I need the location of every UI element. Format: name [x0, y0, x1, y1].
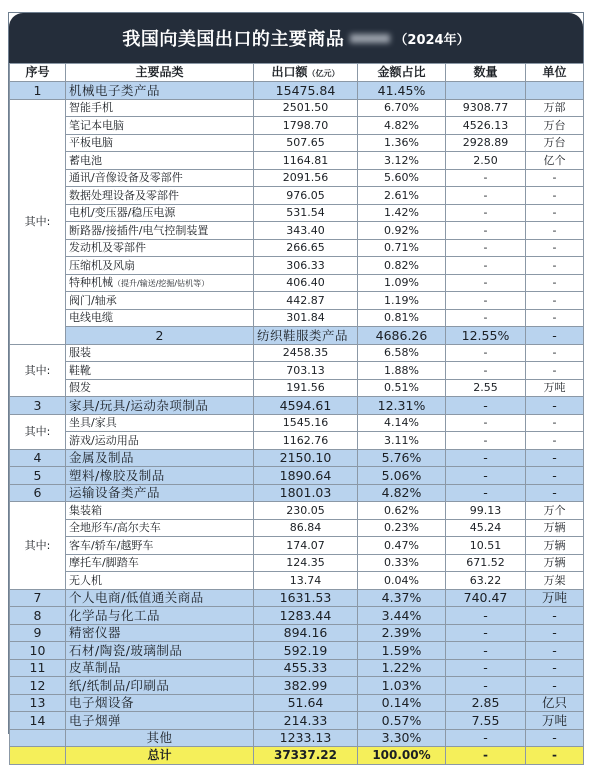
category-name: 电子烟弹	[66, 712, 254, 730]
category-row	[10, 694, 584, 712]
unit: -	[526, 747, 584, 765]
share-percent: 41.45%	[358, 82, 446, 100]
export-value: 124.35	[254, 554, 358, 572]
subcategory-row	[10, 432, 584, 450]
unit: -	[526, 449, 584, 467]
unit: -	[526, 397, 584, 415]
subcategory-name: 智能手机	[66, 99, 254, 117]
unit: -	[526, 607, 584, 625]
share-percent: 100.00%	[358, 747, 446, 765]
category-name: 机械电子类产品	[66, 82, 254, 100]
quantity: -	[446, 187, 526, 205]
col-header-value-unit: （亿元）	[307, 68, 340, 78]
table-card	[8, 12, 584, 762]
unit: -	[526, 677, 584, 695]
quantity: 2.50	[446, 152, 526, 170]
export-table	[9, 63, 584, 765]
subcategory-name: 假发	[66, 379, 254, 397]
unit: -	[526, 362, 584, 380]
quantity: 10.51	[446, 537, 526, 555]
category-row	[10, 607, 584, 625]
share-percent: 1.59%	[358, 642, 446, 660]
unit: 亿个	[526, 152, 584, 170]
subcategory-row	[10, 379, 584, 397]
subcategory-name: 鞋靴	[66, 362, 254, 380]
export-value: 1545.16	[254, 414, 358, 432]
quantity: -	[446, 169, 526, 187]
quantity: -	[526, 327, 584, 345]
share-percent: 0.71%	[358, 239, 446, 257]
category-row	[10, 712, 584, 730]
export-value: 1283.44	[254, 607, 358, 625]
quantity: -	[446, 239, 526, 257]
share-percent: 4.82%	[358, 117, 446, 135]
share-percent: 0.14%	[358, 694, 446, 712]
share-percent: 5.60%	[358, 169, 446, 187]
export-value: 406.40	[254, 274, 358, 292]
subcategory-name: 电机/变压器/稳压电源	[66, 204, 254, 222]
unit	[526, 82, 584, 100]
share-percent: 0.92%	[358, 222, 446, 240]
share-percent: 0.51%	[358, 379, 446, 397]
subcategory-row	[10, 502, 584, 520]
share-percent: 12.31%	[358, 397, 446, 415]
share-percent: 1.19%	[358, 292, 446, 310]
category-name: 石材/陶瓷/玻璃制品	[66, 642, 254, 660]
export-value: 1162.76	[254, 432, 358, 450]
unit: -	[526, 414, 584, 432]
col-header-value-label: 出口额	[271, 64, 308, 79]
quantity: -	[446, 397, 526, 415]
subcategory-name: 特种机械（提升/输送/挖掘/钻机等）	[66, 274, 254, 292]
export-value: 894.16	[254, 624, 358, 642]
export-value: 214.33	[254, 712, 358, 730]
subcategory-row	[10, 257, 584, 275]
share-percent: 2.61%	[358, 187, 446, 205]
subcategory-row	[10, 572, 584, 590]
unit: -	[526, 344, 584, 362]
quantity: -	[446, 414, 526, 432]
export-value: 306.33	[254, 257, 358, 275]
subcategory-note: （提升/输送/挖掘/钻机等）	[113, 278, 210, 288]
share-percent: 5.76%	[358, 449, 446, 467]
row-number: 2	[66, 327, 254, 345]
subcategory-name: 全地形车/高尔夫车	[66, 519, 254, 537]
subcategory-name: 通讯/音像设备及零部件	[66, 169, 254, 187]
unit: -	[526, 169, 584, 187]
export-value: 703.13	[254, 362, 358, 380]
share-percent: 2.39%	[358, 624, 446, 642]
subcategory-name: 电线电缆	[66, 309, 254, 327]
group-label: 其中:	[10, 99, 66, 344]
unit: -	[526, 292, 584, 310]
table-header-row	[10, 64, 584, 82]
category-name: 金属及制品	[66, 449, 254, 467]
quantity	[446, 82, 526, 100]
subcategory-row	[10, 414, 584, 432]
share-percent: 4.14%	[358, 414, 446, 432]
subcategory-row	[10, 204, 584, 222]
subcategory-name: 发动机及零部件	[66, 239, 254, 257]
quantity: -	[446, 274, 526, 292]
unit: 万架	[526, 572, 584, 590]
subcategory-row	[10, 274, 584, 292]
export-value: 230.05	[254, 502, 358, 520]
row-number: 11	[10, 659, 66, 677]
share-percent: 0.33%	[358, 554, 446, 572]
export-value: 1233.13	[254, 729, 358, 747]
share-percent: 6.70%	[358, 99, 446, 117]
quantity: 740.47	[446, 589, 526, 607]
quantity: 99.13	[446, 502, 526, 520]
group-label: 其中:	[10, 502, 66, 590]
share-percent: 1.88%	[358, 362, 446, 380]
subcategory-row	[10, 187, 584, 205]
export-value: 51.64	[254, 694, 358, 712]
share-percent: 1.42%	[358, 204, 446, 222]
share-percent: 0.57%	[358, 712, 446, 730]
category-row	[10, 624, 584, 642]
row-number: 10	[10, 642, 66, 660]
unit: -	[526, 222, 584, 240]
export-value: 455.33	[254, 659, 358, 677]
quantity: -	[446, 344, 526, 362]
quantity: 4526.13	[446, 117, 526, 135]
quantity: 2.85	[446, 694, 526, 712]
unit: -	[526, 204, 584, 222]
quantity: -	[446, 607, 526, 625]
unit: 万个	[526, 502, 584, 520]
subcategory-row	[10, 292, 584, 310]
category-name: 化学品与化工品	[66, 607, 254, 625]
share-percent: 1.03%	[358, 677, 446, 695]
row-number	[10, 747, 66, 765]
category-row	[10, 467, 584, 485]
unit: -	[526, 484, 584, 502]
category-name: 皮革制品	[66, 659, 254, 677]
unit: 万辆	[526, 519, 584, 537]
title-bar	[9, 13, 583, 63]
quantity: 7.55	[446, 712, 526, 730]
unit: 万台	[526, 134, 584, 152]
row-number: 14	[10, 712, 66, 730]
quantity: -	[446, 309, 526, 327]
subcategory-row	[10, 309, 584, 327]
subcategory-row	[10, 344, 584, 362]
quantity: -	[446, 222, 526, 240]
category-row	[10, 327, 584, 345]
export-value: 1798.70	[254, 117, 358, 135]
quantity: -	[446, 659, 526, 677]
share-percent: 3.44%	[358, 607, 446, 625]
export-value: 174.07	[254, 537, 358, 555]
category-name: 电子烟设备	[66, 694, 254, 712]
unit: 万辆	[526, 537, 584, 555]
unit: -	[526, 432, 584, 450]
share-percent: 3.30%	[358, 729, 446, 747]
row-number	[10, 729, 66, 747]
group-label: 其中:	[10, 344, 66, 397]
export-value: 507.65	[254, 134, 358, 152]
export-value: 191.56	[254, 379, 358, 397]
subcategory-row	[10, 362, 584, 380]
share-percent: 0.81%	[358, 309, 446, 327]
subcategory-name: 数据处理设备及零部件	[66, 187, 254, 205]
quantity: -	[446, 204, 526, 222]
subcategory-row	[10, 222, 584, 240]
unit: -	[526, 642, 584, 660]
quantity: 671.52	[446, 554, 526, 572]
category-row	[10, 449, 584, 467]
export-value: 1164.81	[254, 152, 358, 170]
category-name: 总计	[66, 747, 254, 765]
row-number: 9	[10, 624, 66, 642]
quantity: 9308.77	[446, 99, 526, 117]
row-number: 4	[10, 449, 66, 467]
row-number: 1	[10, 82, 66, 100]
share-percent: 3.11%	[358, 432, 446, 450]
category-name: 运输设备类产品	[66, 484, 254, 502]
share-percent: 1.09%	[358, 274, 446, 292]
subcategory-name: 压缩机及风扇	[66, 257, 254, 275]
col-header-unit: 单位	[526, 64, 584, 82]
export-value: 37337.22	[254, 747, 358, 765]
total-row	[10, 747, 584, 765]
category-name: 塑料/橡胶及制品	[66, 467, 254, 485]
quantity: 45.24	[446, 519, 526, 537]
export-value: 976.05	[254, 187, 358, 205]
subcategory-row	[10, 152, 584, 170]
col-header-value	[254, 64, 358, 82]
col-header-no: 序号	[10, 64, 66, 82]
quantity: -	[446, 624, 526, 642]
share-percent: 0.47%	[358, 537, 446, 555]
category-row	[10, 397, 584, 415]
export-value: 442.87	[254, 292, 358, 310]
unit: -	[526, 729, 584, 747]
quantity: -	[446, 432, 526, 450]
quantity: -	[446, 677, 526, 695]
subcategory-name: 客车/轿车/越野车	[66, 537, 254, 555]
quantity: -	[446, 467, 526, 485]
export-value: 15475.84	[254, 82, 358, 100]
group-label: 其中:	[10, 414, 66, 449]
unit: -	[526, 467, 584, 485]
export-value: 2458.35	[254, 344, 358, 362]
export-value: 4686.26	[358, 327, 446, 345]
subcategory-name: 笔记本电脑	[66, 117, 254, 135]
subcategory-name: 游戏/运动用品	[66, 432, 254, 450]
quantity: -	[446, 292, 526, 310]
subcategory-name: 平板电脑	[66, 134, 254, 152]
category-row	[10, 642, 584, 660]
subcategory-name: 无人机	[66, 572, 254, 590]
category-row	[10, 729, 584, 747]
category-name: 精密仪器	[66, 624, 254, 642]
row-number: 12	[10, 677, 66, 695]
page-title: 我国向美国出口的主要商品	[122, 29, 345, 50]
unit: 亿只	[526, 694, 584, 712]
export-value: 382.99	[254, 677, 358, 695]
quantity: 2928.89	[446, 134, 526, 152]
export-value: 4594.61	[254, 397, 358, 415]
share-percent: 3.12%	[358, 152, 446, 170]
subcategory-row	[10, 554, 584, 572]
quantity: 63.22	[446, 572, 526, 590]
quantity: -	[446, 642, 526, 660]
unit: -	[526, 239, 584, 257]
share-percent: 0.82%	[358, 257, 446, 275]
quantity: -	[446, 257, 526, 275]
quantity: -	[446, 484, 526, 502]
share-percent: 4.37%	[358, 589, 446, 607]
share-percent: 12.55%	[446, 327, 526, 345]
subcategory-name: 摩托车/脚踏车	[66, 554, 254, 572]
subcategory-row	[10, 117, 584, 135]
row-number: 7	[10, 589, 66, 607]
row-number: 5	[10, 467, 66, 485]
share-percent: 0.62%	[358, 502, 446, 520]
category-row	[10, 659, 584, 677]
category-row	[10, 484, 584, 502]
col-header-qty: 数量	[446, 64, 526, 82]
unit: 万台	[526, 117, 584, 135]
row-number: 6	[10, 484, 66, 502]
col-header-category: 主要品类	[66, 64, 254, 82]
unit: -	[526, 187, 584, 205]
table-body	[10, 82, 584, 765]
blurred-watermark	[350, 34, 390, 43]
subcategory-row	[10, 99, 584, 117]
share-percent: 4.82%	[358, 484, 446, 502]
category-name: 纸/纸制品/印刷品	[66, 677, 254, 695]
unit: -	[526, 624, 584, 642]
export-value: 301.84	[254, 309, 358, 327]
share-percent: 0.04%	[358, 572, 446, 590]
subcategory-name: 阀门/轴承	[66, 292, 254, 310]
export-value: 343.40	[254, 222, 358, 240]
unit: -	[526, 274, 584, 292]
subcategory-name: 服装	[66, 344, 254, 362]
share-percent: 1.22%	[358, 659, 446, 677]
quantity: -	[446, 362, 526, 380]
export-value: 592.19	[254, 642, 358, 660]
export-value: 86.84	[254, 519, 358, 537]
category-row	[10, 677, 584, 695]
unit: 万吨	[526, 712, 584, 730]
subcategory-row	[10, 537, 584, 555]
subcategory-row	[10, 519, 584, 537]
quantity: -	[446, 449, 526, 467]
row-number: 13	[10, 694, 66, 712]
row-number: 8	[10, 607, 66, 625]
unit: 万辆	[526, 554, 584, 572]
unit: -	[526, 309, 584, 327]
category-name: 纺织鞋服类产品	[254, 327, 358, 345]
quantity: 2.55	[446, 379, 526, 397]
subcategory-row	[10, 239, 584, 257]
subcategory-name: 断路器/接插件/电气控制装置	[66, 222, 254, 240]
category-name: 个人电商/低值通关商品	[66, 589, 254, 607]
col-header-share: 金额占比	[358, 64, 446, 82]
unit: 万吨	[526, 379, 584, 397]
export-value: 2501.50	[254, 99, 358, 117]
unit: 万部	[526, 99, 584, 117]
export-value: 1631.53	[254, 589, 358, 607]
share-percent: 5.06%	[358, 467, 446, 485]
quantity: -	[446, 747, 526, 765]
share-percent: 0.23%	[358, 519, 446, 537]
category-row	[10, 82, 584, 100]
quantity: -	[446, 729, 526, 747]
export-value: 266.65	[254, 239, 358, 257]
category-name: 其他	[66, 729, 254, 747]
share-percent: 1.36%	[358, 134, 446, 152]
title-year: （2024年）	[394, 32, 470, 48]
export-value: 2091.56	[254, 169, 358, 187]
subcategory-row	[10, 134, 584, 152]
unit: -	[526, 659, 584, 677]
share-percent: 6.58%	[358, 344, 446, 362]
export-value: 1890.64	[254, 467, 358, 485]
subcategory-name: 集装箱	[66, 502, 254, 520]
export-value: 531.54	[254, 204, 358, 222]
row-number: 3	[10, 397, 66, 415]
unit: -	[526, 257, 584, 275]
subcategory-row	[10, 169, 584, 187]
export-value: 13.74	[254, 572, 358, 590]
category-row	[10, 589, 584, 607]
export-value: 2150.10	[254, 449, 358, 467]
unit: 万吨	[526, 589, 584, 607]
subcategory-name: 蓄电池	[66, 152, 254, 170]
category-name: 家具/玩具/运动杂项制品	[66, 397, 254, 415]
subcategory-name: 坐具/家具	[66, 414, 254, 432]
export-value: 1801.03	[254, 484, 358, 502]
